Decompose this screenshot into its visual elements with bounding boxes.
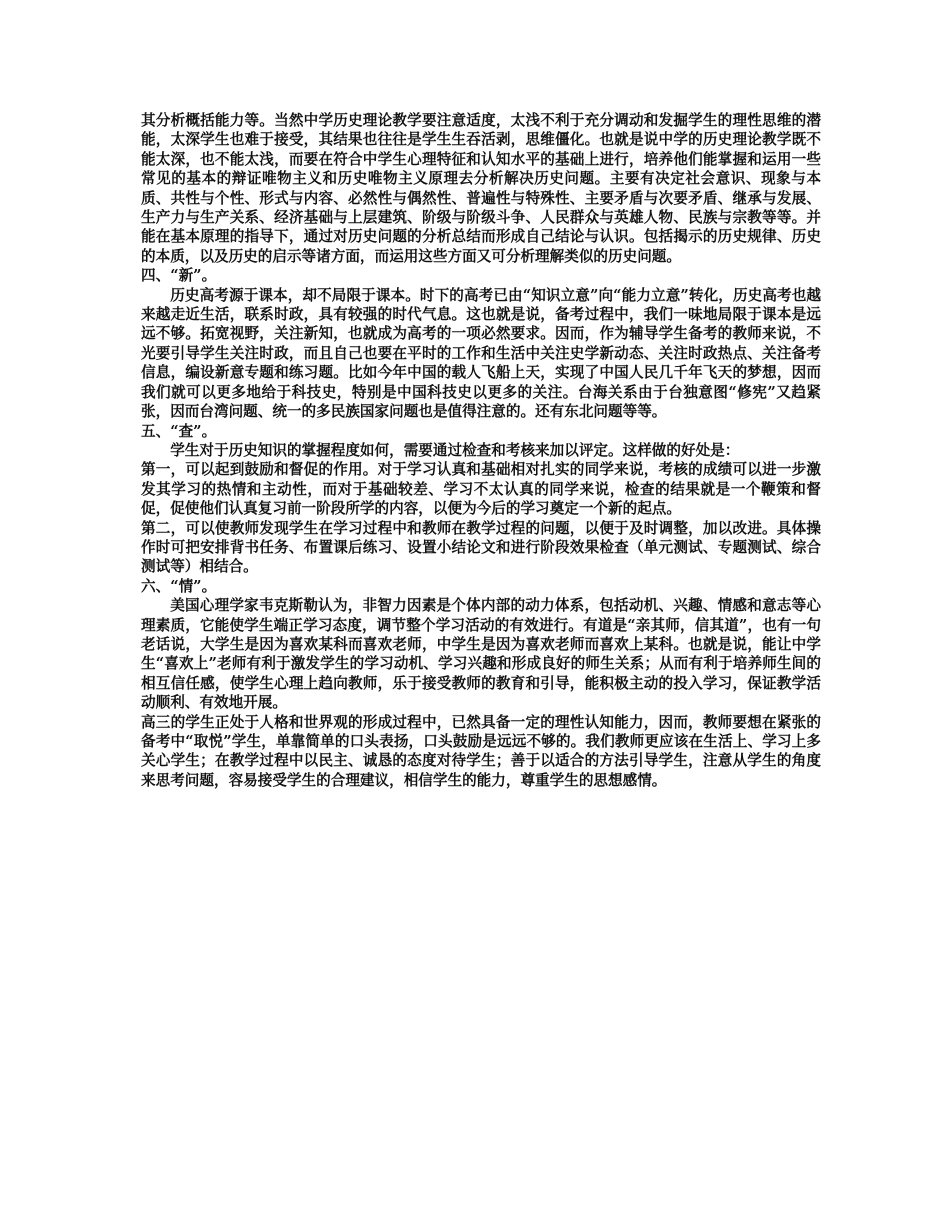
heading-new: 四、“新”。 [141, 267, 217, 285]
paragraph-senior-students: 高三的学生正处于人格和世界观的形成过程中，已然具备一定的理性认知能力，因而，教师要想在紧张的备考中“取悦”学生，单靠简单的口头表扬，口头鼓励是远远不够的。我们教师更应该在生活上、学习上多关心学生；在教学过程中以民主、诚恳的态度对待学生；善于以适合的方法引导学生，注意从学生的角度来思考问题，容易接受学生的合理建议，相信学生的能力，尊重学生的思想感情。 [141, 713, 821, 789]
paragraph-new: 历史高考源于课本，却不局限于课本。时下的高考已由“知识立意”向“能力立意”转化，历史高考也越来越走近生活，联系时政，具有较强的时代气息。这也就是说，备考过程中，我们一味地局限于课本是远远不够。拓宽视野，关注新知，也就成为高考的一项必然要求。因而，作为辅导学生备考的教师来说，不光要引导学生关注时政，而且自己也要在平时的工作和生活中关注史学新动态、关注时政热点、关注备考信息，编设新意专题和练习题。比如今年中国的载人飞船上天，实现了中国人民几千年飞天的梦想，因而我们就可以更多地给于科技史，特别是中国科技史以更多的关注。台海关系由于台独意图“修宪”又趋紧张，因而台湾问题、统一的多民族国家问题也是值得注意的。还有东北问题等等。 [141, 286, 821, 421]
paragraph-check-second: 第二，可以使教师发现学生在学习过程中和教师在教学过程的问题，以便于及时调整，加以改进。具体操作时可把安排背书任务、布置课后练习、设置小结论文和进行阶段效果检查（单元测试、专题测试、综合测试等）相结合。 [141, 519, 821, 576]
heading-check: 五、“查”。 [141, 422, 217, 440]
heading-emotion: 六、“情”。 [141, 577, 217, 595]
paragraph-emotion: 美国心理学家韦克斯勒认为，非智力因素是个体内部的动力体系，包括动机、兴趣、情感和意志等心理素质，它能使学生端正学习态度，调节整个学习活动的有效进行。有道是“亲其师，信其道”，也有一句老话说，大学生是因为喜欢某科而喜欢老师，中学生是因为喜欢老师而喜欢上某科。也就是说，能让中学生“喜欢上”老师有利于激发学生的学习动机、学习兴趣和形成良好的师生关系；从而有利于培养师生间的相互信任感，使学生心理上趋向教师，乐于接受教师的教育和引导，能积极主动的投入学习，保证教学活动顺利、有效地开展。 [141, 597, 821, 712]
document-page [141, 111, 821, 790]
paragraph-check-first: 第一，可以起到鼓励和督促的作用。对于学习认真和基础相对扎实的同学来说，考核的成绩可以进一步激发其学习的热情和主动性，而对于基础较差、学习不太认真的同学来说，检查的结果就是一个鞭策和督促，促使他们认真复习前一阶段所学的内容，以便为今后的学习奠定一个新的起点。 [141, 461, 821, 518]
paragraph-check-intro: 学生对于历史知识的掌握程度如何，需要通过检查和考核来加以评定。这样做的好处是： [170, 441, 740, 459]
paragraph-theory-teaching: 其分析概括能力等。当然中学历史理论教学要注意适度，太浅不利于充分调动和发掘学生的理性思维的潜能，太深学生也难于接受，其结果也往往是学生生吞活剥，思维僵化。也就是说中学的历史理论教学既不能太深，也不能太浅，而要在符合中学生心理特征和认知水平的基础上进行，培养他们能掌握和运用一些常见的基本的辩证唯物主义和历史唯物主义原理去分析解决历史问题。主要有决定社会意识、现象与本质、共性与个性、形式与内容、必然性与偶然性、普遍性与特殊性、主要矛盾与次要矛盾、继承与发展、生产力与生产关系、经济基础与上层建筑、阶级与阶级斗争、人民群众与英雄人物、民族与宗教等等。并能在基本原理的指导下，通过对历史问题的分析总结而形成自己结论与认识。包括揭示的历史规律、历史的本质，以及历史的启示等诸方面，而运用这些方面又可分析理解类似的历史问题。 [141, 112, 821, 265]
